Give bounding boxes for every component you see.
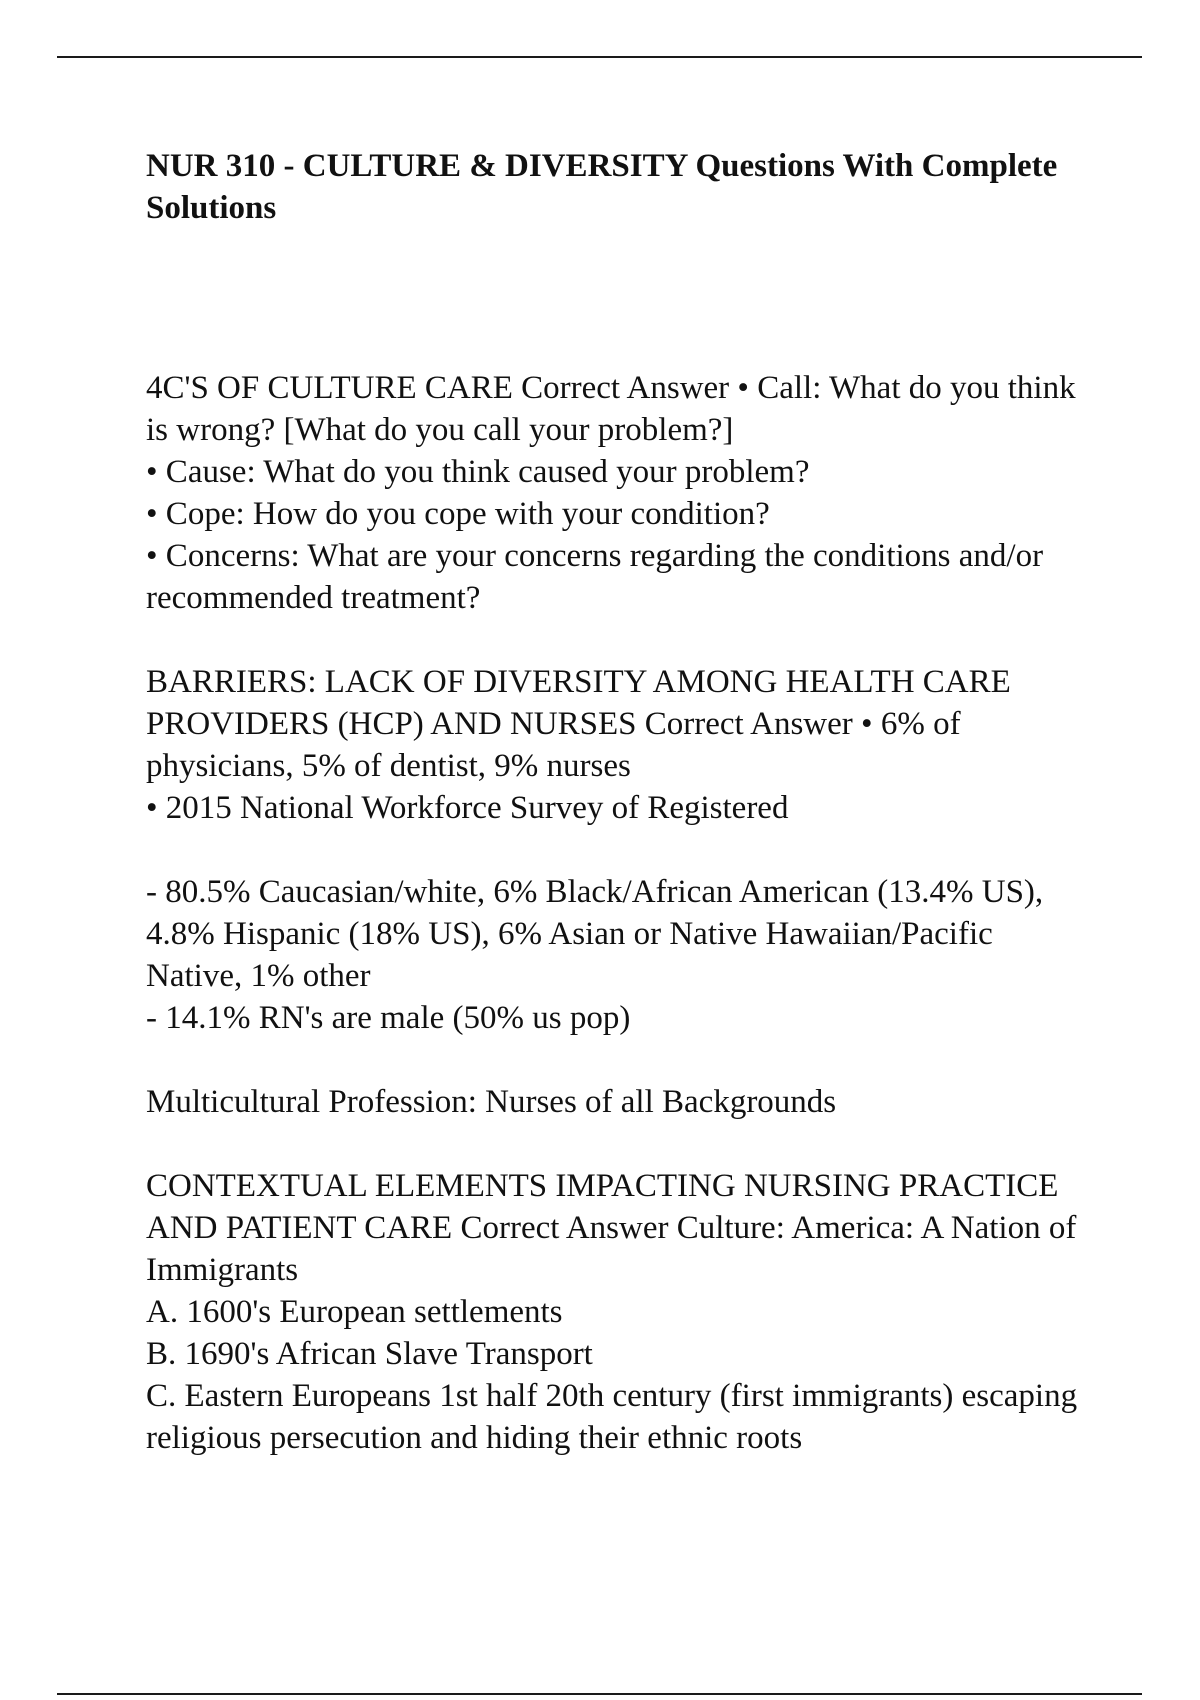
text-line: CONTEXTUAL ELEMENTS IMPACTING NURSING PRACTICE AND PATIENT CARE Correct Answer Culture: America: A Nation of Immigrants [146,1168,1077,1288]
text-line: A. 1600's European settlements [146,1294,563,1330]
qa-block-culture-care [146,367,1096,619]
footer-rule [57,1693,1142,1695]
text-line: 4C'S OF CULTURE CARE Correct Answer • Call: What do you think is wrong? [What do you call your problem?] [146,370,1076,448]
multicultural-block [146,1081,1096,1123]
text-line: BARRIERS: LACK OF DIVERSITY AMONG HEALTH CARE PROVIDERS (HCP) AND NURSES Correct Answer • 6% of physicians, 5% of dentist, 9% nurses [146,664,1011,784]
text-line: • Concerns: What are your concerns regarding the conditions and/or recommended treatment? [146,538,1044,616]
text-line: • Cope: How do you cope with your condition? [146,496,770,532]
text-line: • Cause: What do you think caused your problem? [146,454,810,490]
text-line: Multicultural Profession: Nurses of all Backgrounds [146,1084,837,1120]
text-line: B. 1690's African Slave Transport [146,1336,593,1372]
document-title: NUR 310 - CULTURE & DIVERSITY Questions With Complete Solutions [146,148,1058,226]
text-line: - 80.5% Caucasian/white, 6% Black/African American (13.4% US), 4.8% Hispanic (18% US), 6% Asian or Native Hawaiian/Pacific Native, 1% other [146,874,1044,994]
qa-block-barriers [146,661,1096,829]
page-content [146,145,1096,1459]
header-rule [57,56,1142,58]
text-line: C. Eastern Europeans 1st half 20th century (first immigrants) escaping religious persecution and hiding their ethnic roots [146,1378,1078,1456]
document-body [146,367,1096,1459]
text-line: • 2015 National Workforce Survey of Registered [146,790,789,826]
text-line: - 14.1% RN's are male (50% us pop) [146,1000,631,1036]
qa-block-contextual-elements [146,1165,1096,1459]
statistics-block [146,871,1096,1039]
